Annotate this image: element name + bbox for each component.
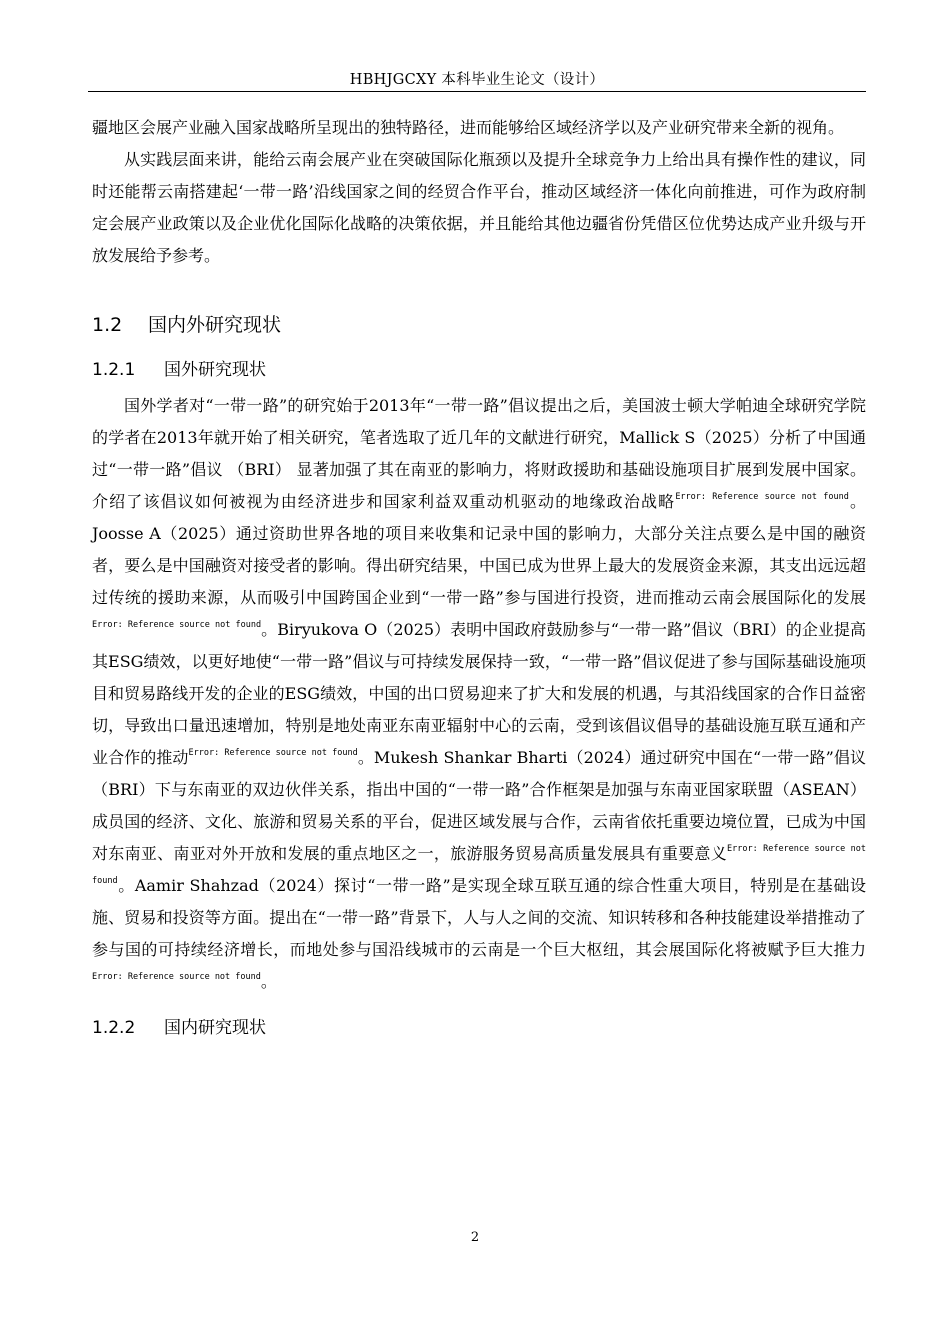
text-run: 。Joosse A（2025）通过资助世界各地的项目来收集和记录中国的影响力，大部分关注点要么是中国的融资者，要么是中国融资对接受者的影响。得出研究结果，中国已成为世界上最大的发展资金来源，其支出远远超过传统的援助来源，从而吸引中国跨国企业到“一带一路”参与国进行投资，进而推动云南会展国际化的发展 (92, 492, 866, 607)
intro-paragraph-practice: 从实践层面来讲，能给云南会展产业在突破国际化瓶颈以及提升全球竞争力上给出具有操作性的建议，同时还能帮云南搭建起‘一带一路’沿线国家之间的经贸合作平台，推动区域经济一体化向前推进，可作为政府制定会展产业政策以及企业优化国际化战略的决策依据，并且能给其他边疆省份凭借区位优势达成产业升级与开放发展给予参考。 (92, 150, 866, 265)
subsection-title: 国外研究现状 (164, 360, 266, 380)
text-run: 国外学者对“一带一路”的研究始于2013年“一带一路”倡议提出之后，美国波士顿大学帕迪全球研究学院的学者在2013年就开始了相关研究，笔者选取了近几年的文献进行研究，Mallick S（2025）分析了中国通过“一带一路”倡议 （BRI） 显著加强了其在南亚的影响力，将财政援助和基础设施项目扩展到发展中国家。介绍了该倡议如何被视为由经济进步和国家利益双重动机驱动的地缘政治战略 (92, 396, 866, 511)
page-body (92, 112, 866, 1048)
page-header: HBHJGCXY 本科毕业生论文（设计） (349, 72, 605, 88)
reference-error: Error: Reference source not found (92, 844, 866, 886)
reference-error: Error: Reference source not found (675, 492, 849, 502)
header-rule (88, 91, 866, 92)
subsection-title: 国内研究现状 (164, 1018, 266, 1038)
reference-error: Error: Reference source not found (92, 620, 262, 630)
reference-error: Error: Reference source not found (188, 748, 358, 758)
subsection-heading-foreign (92, 356, 866, 384)
text-run: 。Biryukova O（2025）表明中国政府鼓励参与“一带一路”倡议（BRI）的企业提高其ESG绩效，以更好地使“一带一路”倡议与可持续发展保持一致，“一带一路”倡议促进了参与国际基础设施项目和贸易路线开发的企业的ESG绩效，中国的出口贸易迎来了扩大和发展的机遇，与其沿线国家的合作日益密切，导致出口量迅速增加，特别是地处南亚东南亚辐射中心的云南，受到该倡议倡导的基础设施互联互通和产业合作的推动 (92, 620, 866, 767)
reference-error: Error: Reference source not found (92, 972, 261, 982)
intro-paragraph-continued: 疆地区会展产业融入国家战略所呈现出的独特路径，进而能够给区域经济学以及产业研究带来全新的视角。 (92, 118, 845, 137)
foreign-research-paragraph (92, 390, 866, 998)
subsection-number: 1.2.1 (92, 360, 136, 380)
section-number: 1.2 (92, 314, 123, 336)
section-heading (92, 310, 866, 340)
subsection-heading-domestic (92, 1014, 866, 1042)
section-title: 国内外研究现状 (148, 314, 282, 336)
text-run: 。 (260, 972, 277, 991)
subsection-number: 1.2.2 (92, 1018, 136, 1038)
page-number: 2 (470, 1230, 480, 1245)
text-run: 。Mukesh Shankar Bharti（2024）通过研究中国在“一带一路”倡议（BRI）下与东南亚的双边伙伴关系，指出中国的“一带一路”合作框架是加强与东南亚国家联盟（ASEAN）成员国的经济、文化、旅游和贸易关系的平台，促进区域发展与合作，云南省依托重要边境位置，已成为中国对东南亚、南亚对外开放和发展的重点地区之一，旅游服务贸易高质量发展具有重要意义 (92, 748, 866, 863)
text-run: 。Aamir Shahzad（2024）探讨“一带一路”是实现全球互联互通的综合性重大项目，特别是在基础设施、贸易和投资等方面。提出在“一带一路”背景下，人与人之间的交流、知识转移和各种技能建设举措推动了参与国的可持续经济增长，而地处参与国沿线城市的云南是一个巨大枢纽，其会展国际化将被赋予巨大推力 (92, 876, 866, 959)
